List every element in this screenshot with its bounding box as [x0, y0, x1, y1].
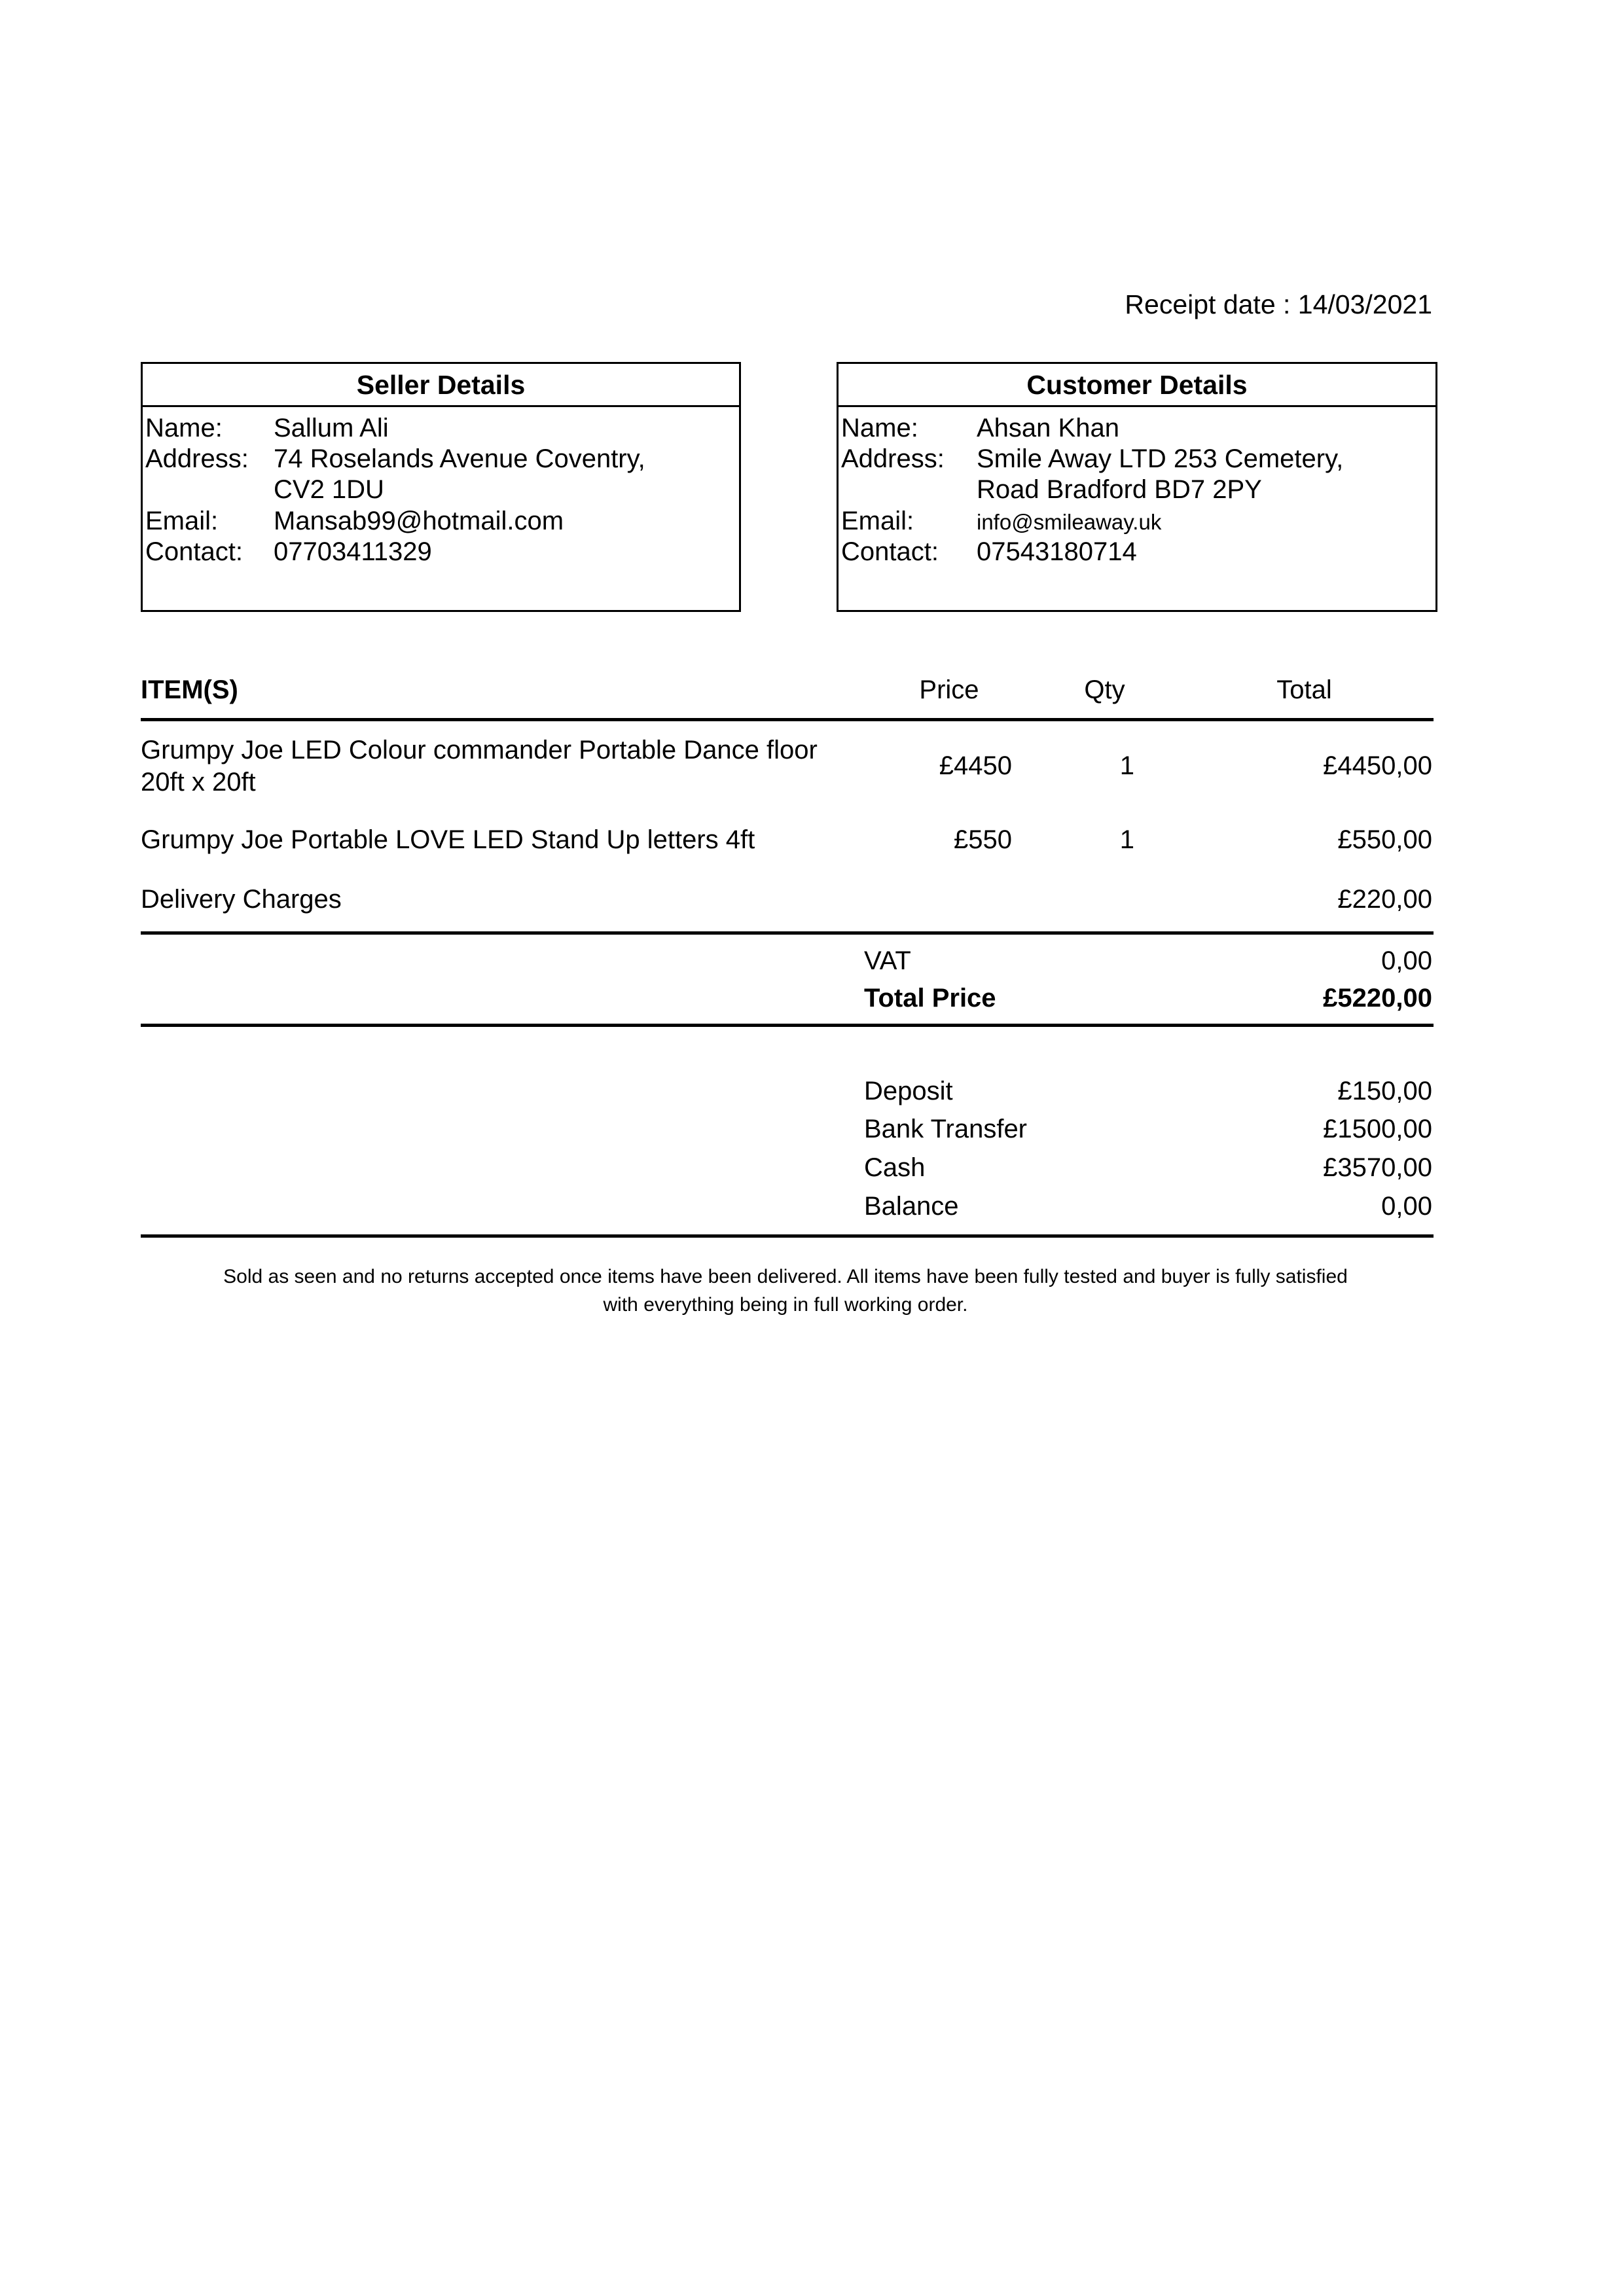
item-total: £550,00	[1337, 825, 1432, 855]
seller-email-row	[145, 506, 739, 537]
seller-email-value: Mansab99@hotmail.com	[274, 506, 564, 535]
column-header-items: ITEM(S)	[141, 675, 238, 704]
customer-address-row	[841, 444, 1435, 505]
cash-row	[141, 1149, 1434, 1187]
customer-contact-value: 07543180714	[977, 537, 1137, 566]
items-table-header	[141, 674, 1434, 719]
item-price: £550	[954, 825, 1012, 855]
seller-details-body	[143, 407, 739, 567]
bank-transfer-row	[141, 1110, 1434, 1149]
total-price-row	[141, 980, 1434, 1025]
bank-transfer-label: Bank Transfer	[864, 1115, 1028, 1144]
deposit-value: £150,00	[1337, 1076, 1432, 1105]
customer-email-value: info@smileaway.uk	[977, 509, 1162, 534]
seller-contact-row	[145, 537, 739, 567]
item-qty: 1	[1119, 825, 1134, 855]
table-bottom-rule	[141, 1236, 1434, 1238]
customer-details-title: Customer Details	[839, 364, 1435, 407]
item-total: £4450,00	[1323, 751, 1432, 781]
customer-name-label: Name:	[841, 414, 918, 442]
customer-address-value	[977, 444, 1435, 505]
customer-address-line1: Smile Away LTD 253 Cemetery,	[977, 444, 1344, 474]
balance-label: Balance	[864, 1191, 959, 1221]
balance-value: 0,00	[1381, 1191, 1432, 1221]
customer-address-line2: Road Bradford BD7 2PY	[977, 475, 1262, 505]
total-price-value: £5220,00	[1323, 983, 1432, 1013]
seller-address-line2: CV2 1DU	[274, 475, 384, 505]
customer-email-row	[841, 506, 1435, 537]
cash-label: Cash	[864, 1153, 926, 1183]
table-row	[141, 869, 1434, 933]
table-row	[141, 721, 1434, 812]
item-qty: 1	[1119, 751, 1134, 781]
item-description-line2: 20ft x 20ft	[141, 767, 256, 797]
vat-row	[141, 935, 1434, 980]
seller-address-line1: 74 Roselands Avenue Coventry,	[274, 444, 645, 474]
seller-name-value: Sallum Ali	[274, 414, 389, 442]
customer-details-box	[837, 362, 1437, 612]
items-table	[141, 674, 1434, 1238]
bank-transfer-value: £1500,00	[1323, 1115, 1432, 1144]
customer-address-label: Address:	[841, 444, 945, 474]
deposit-row	[141, 1064, 1434, 1111]
delivery-charges-price	[864, 869, 1034, 933]
seller-contact-value: 07703411329	[274, 537, 432, 566]
terms-note: Sold as seen and no returns accepted once items have been delivered. All items have been fully tested and buyer is fully satisfied with everything being in full working order.	[223, 1266, 1348, 1316]
customer-name-value: Ahsan Khan	[977, 414, 1119, 442]
customer-email-label: Email:	[841, 506, 914, 535]
column-header-qty: Qty	[1084, 675, 1125, 704]
seller-details-title: Seller Details	[143, 364, 739, 407]
customer-contact-row	[841, 537, 1435, 567]
deposit-label: Deposit	[864, 1076, 953, 1105]
delivery-charges-qty	[1034, 869, 1175, 933]
column-header-total: Total	[1276, 675, 1332, 704]
seller-contact-label: Contact:	[145, 537, 243, 566]
seller-address-row	[145, 444, 739, 505]
seller-details-box	[141, 362, 741, 612]
item-description: Grumpy Joe Portable LOVE LED Stand Up letters 4ft	[141, 825, 755, 855]
column-header-price: Price	[919, 675, 979, 704]
balance-row	[141, 1187, 1434, 1236]
customer-name-row	[841, 413, 1435, 444]
customer-contact-label: Contact:	[841, 537, 939, 566]
seller-name-label: Name:	[145, 414, 223, 442]
total-price-label: Total Price	[864, 983, 996, 1013]
item-price: £4450	[939, 751, 1012, 781]
customer-details-body	[839, 407, 1435, 567]
seller-email-label: Email:	[145, 506, 219, 535]
cash-value: £3570,00	[1323, 1153, 1432, 1183]
vat-value: 0,00	[1381, 946, 1432, 975]
seller-address-label: Address:	[145, 444, 249, 474]
receipt-date: Receipt date : 14/03/2021	[1125, 289, 1432, 319]
seller-name-row	[145, 413, 739, 444]
delivery-charges-total: £220,00	[1337, 885, 1432, 914]
delivery-charges-label: Delivery Charges	[141, 885, 342, 914]
vat-label: VAT	[864, 946, 911, 975]
item-description	[141, 721, 864, 812]
item-description-line1: Grumpy Joe LED Colour commander Portable Dance floor	[141, 735, 818, 764]
table-row	[141, 811, 1434, 869]
seller-address-value	[274, 444, 739, 505]
payments-spacer	[141, 1027, 1434, 1064]
